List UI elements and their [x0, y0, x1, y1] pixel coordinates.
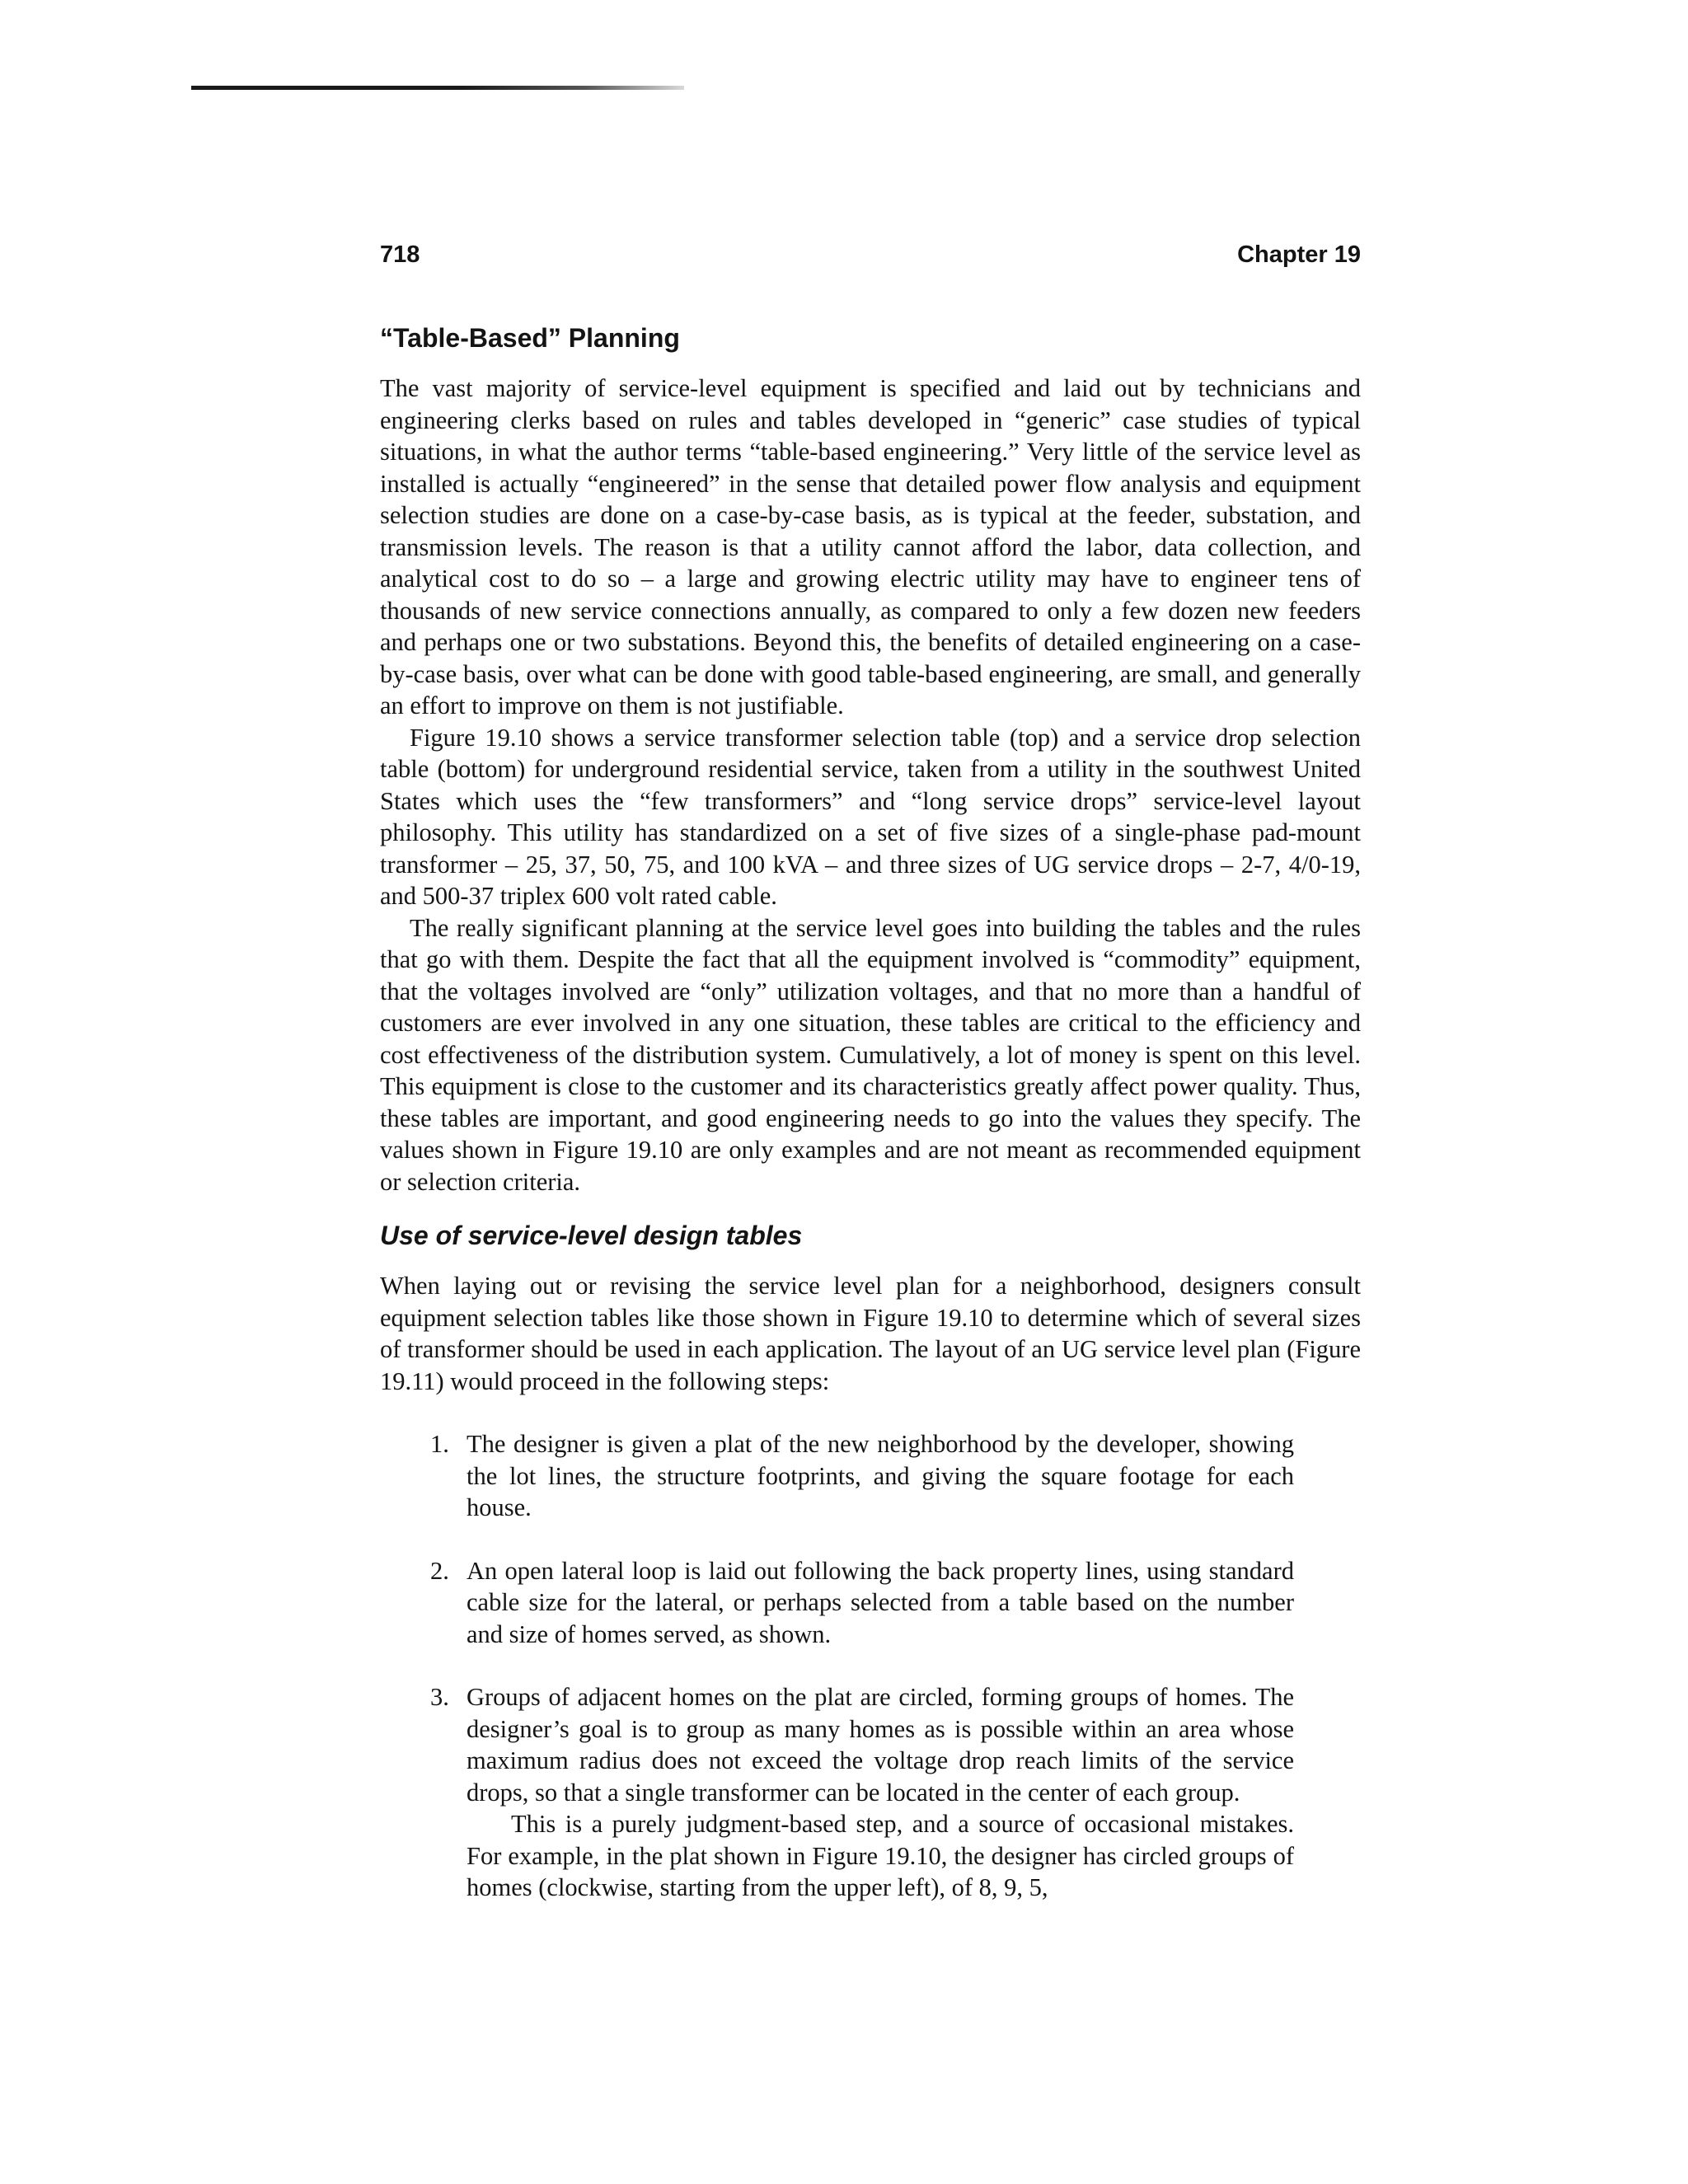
steps-list	[380, 1428, 1361, 1904]
step-number: 2.	[430, 1556, 449, 1585]
paragraph-1: The vast majority of service-level equipment is specified and laid out by technicians and engineering clerks based on rules and tables developed in “generic” case studies of typical situations, in what the author terms “table-based engineering.” Very little of the service level as installed is actually “engineered” in the sense that detailed power flow analysis and equipment selection studies are done on a case-by-case basis, as is typical at the feeder, substation, and transmission levels. The reason is that a utility cannot afford the labor, data collection, and analytical cost to do so – a large and growing electric utility may have to engineer tens of thousands of new service connections annually, as compared to only a few dozen new feeders and perhaps one or two substations. Beyond this, the benefits of detailed engineering on a case-by-case basis, over what can be done with good table-based engineering, are small, and generally an effort to improve on them is not justifiable.	[380, 374, 1361, 719]
list-item	[430, 1428, 1294, 1524]
chapter-label: Chapter 19	[1237, 241, 1361, 268]
paragraph-2: Figure 19.10 shows a service transformer selection table (top) and a service drop selection table (bottom) for underground residential service, taken from a utility in the southwest United States which uses the “few transformers” and “long service drops” service-level layout philosophy. This utility has standardized on a set of five sizes of a single-phase pad-mount transformer – 25, 37, 50, 75, and 100 kVA – and three sizes of UG service drops – 2-7, 4/0-19, and 500-37 triplex 600 volt rated cable.	[380, 723, 1361, 910]
step-text: The designer is given a plat of the new neighborhood by the developer, showing the lot lines, the structure footprints, and giving the square footage for each house.	[467, 1430, 1294, 1521]
page-header	[380, 241, 1361, 274]
step-number: 3.	[430, 1683, 449, 1711]
paragraph-3: The really significant planning at the service level goes into building the tables and the rules that go with them. Despite the fact that all the equipment involved is “commodity” equipment, that the voltages involved are “only” utilization voltages, and that no more than a handful of customers are ever involved in any one situation, these tables are critical to the efficiency and cost effectiveness of the distribution system. Cumulatively, a lot of money is spent on this level. This equipment is close to the customer and its characteristics greatly affect power quality. Thus, these tables are important, and good engineering needs to go into the values they specify. The values shown in Figure 19.10 are only examples and are not meant as recommended equipment or selection criteria.	[380, 913, 1361, 1196]
list-item	[430, 1681, 1294, 1904]
list-item	[430, 1555, 1294, 1651]
page-number: 718	[380, 241, 420, 268]
step-continuation: This is a purely judgment-based step, and a source of occasional mistakes. For example, in the plat shown in Figure 19.10, the designer has circled groups of homes (clockwise, starting from the upper left), of 8, 9, 5,	[467, 1810, 1294, 1901]
section-title: “Table-Based” Planning	[380, 323, 680, 353]
step-number: 1.	[430, 1430, 449, 1458]
subsection-title: Use of service-level design tables	[380, 1221, 803, 1250]
step-text: Groups of adjacent homes on the plat are circled, forming groups of homes. The designer’s goal is to group as many homes as is possible within an area whose maximum radius does not exceed the voltage drop reach limits of the service drops, so that a single transformer can be located in the center of each group.	[467, 1683, 1294, 1807]
subsection-intro: When laying out or revising the service level plan for a neighborhood, designers consult equipment selection tables like those shown in Figure 19.10 to determine which of several sizes of transformer should be used in each application. The layout of an UG service level plan (Figure 19.11) would proceed in the following steps:	[380, 1272, 1361, 1395]
top-rule	[191, 86, 684, 90]
page-body	[380, 321, 1361, 1935]
step-text: An open lateral loop is laid out following the back property lines, using standard cable size for the lateral, or perhaps selected from a table based on the number and size of homes served, as shown.	[467, 1556, 1294, 1648]
